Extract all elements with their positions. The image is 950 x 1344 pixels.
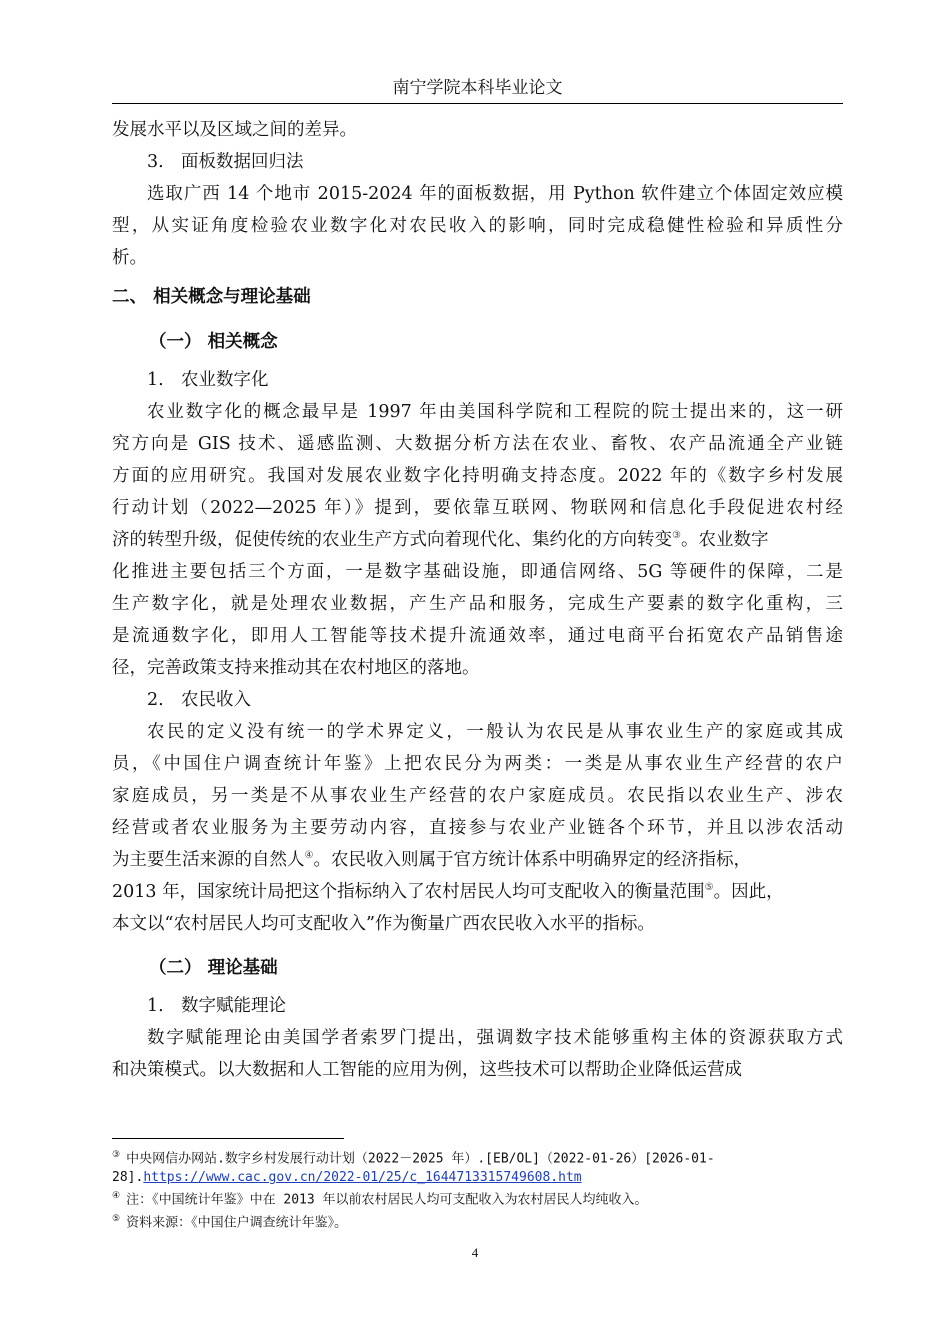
paragraph-line: 径，完善政策支持来推动其在农村地区的落地。 [112,658,480,678]
paragraph-line: 行动计划（2022—2025 年）》提到，要依靠互联网、物联网和信息化手段促进农村经 [112,498,843,518]
footnote-text: 注：《中国统计年鉴》中在 2013 年以前农村居民人均可支配收入为农村居民人均纯收入。 [126,1192,648,1208]
paragraph-line: 和决策模式。以大数据和人工智能的应用为例，这些技术可以帮助企业降低运营成 [112,1060,742,1080]
paragraph-line [112,876,843,908]
text-run: 。因此， [713,882,784,902]
list-number: 1. [147,996,164,1016]
paragraph-line: 方面的应用研究。我国对发展农业数字化持明确支持态度。2022 年的《数字乡村发展 [112,466,843,486]
paragraph-line: 经营或者农业服务为主要劳动内容，直接参与农业产业链各个环节，并且以涉农活动 [112,818,843,838]
paragraph-line: 生产数字化，就是处理农业数据，产生产品和服务，完成生产要素的数字化重构，三 [112,594,843,614]
document-body [112,114,843,1086]
paragraph-line: 析。 [112,248,147,268]
list-number: 1. [147,370,164,390]
text-run: 2013 年，国家统计局把这个指标纳入了农村居民人均可支配收入的衡量范围 [112,882,705,902]
paragraph-line: 究方向是 GIS 技术、遥感监测、大数据分析方法在农业、畜牧、农产品流通全产业链 [112,434,843,454]
footnote-text: 28]. [112,1170,144,1186]
list-label: 农业数字化 [181,370,269,390]
paragraph-line: 型，从实证角度检验农业数字化对农民收入的影响，同时完成稳健性检验和异质性分 [112,216,843,236]
paragraph-line: 农业数字化的概念最早是 1997 年由美国科学院和工程院的院士提出来的，这一研 [147,402,843,422]
text-run: 为主要生活来源的自然人 [112,850,305,870]
paragraph-line: 农民的定义没有统一的学术界定义，一般认为农民是从事农业生产的家庭或其成 [147,722,843,742]
footnote-link[interactable]: https://www.cac.gov.cn/2022-01/25/c_1644713315749608.htm [143,1170,582,1186]
footnote-ref[interactable]: ④ [304,850,314,862]
text-run: 。农民收入则属于官方统计体系中明确界定的经济指标， [313,850,751,870]
paragraph-line: 发展水平以及区域之间的差异。 [112,120,357,140]
footnote-separator [112,1138,344,1139]
paragraph-line: 员，《中国住户调查统计年鉴》上把农民分为两类：一类是从事农业生产经营的农户 [112,754,843,774]
footnotes [112,1146,843,1232]
footnote-mark: ③ [112,1150,121,1160]
paragraph-line: 本文以“农村居民人均可支配收入”作为衡量广西农民收入水平的指标。 [112,914,655,934]
list-label: 面板数据回归法 [181,152,304,172]
subsection-heading: （一） 相关概念 [149,332,278,352]
list-label: 农民收入 [181,690,251,710]
paragraph-line [112,844,843,876]
footnote-3 [112,1146,843,1168]
footnote-ref[interactable]: ③ [672,530,681,542]
section-heading: 二、 相关概念与理论基础 [112,287,311,307]
page-number: 4 [471,1245,479,1260]
paragraph-line [112,524,843,556]
footnote-3-continued [112,1168,843,1187]
concept-heading-2 [112,684,843,716]
theory-heading-1 [112,990,843,1022]
list-number: 3. [147,152,164,172]
paragraph-line: 选取广西 14 个地市 2015-2024 年的面板数据，用 Python 软件建立个体固定效应模 [147,184,843,204]
header-title: 南宁学院本科毕业论文 [392,78,563,98]
paragraph-line: 数字赋能理论由美国学者索罗门提出，强调数字技术能够重构主体的资源获取方式 [147,1028,843,1048]
concept-heading-1 [112,364,843,396]
text-run: 济的转型升级，促使传统的农业生产方式向着现代化、集约化的方向转变 [112,530,672,550]
footnote-ref[interactable]: ⑤ [704,882,714,894]
list-number: 2. [147,690,164,710]
paragraph-line: 家庭成员，另一类是不从事农业生产经营的农户家庭成员。农民指以农业生产、涉农 [112,786,843,806]
method-heading-3 [112,146,843,178]
footnote-mark: ④ [112,1191,121,1202]
footnote-text: 中央网信办网站.数字乡村发展行动计划（2022－2025 年）.[EB/OL]（2022-01-26）[2026-01- [126,1151,715,1167]
paragraph-line: 是流通数字化，即用人工智能等技术提升流通效率，通过电商平台拓宽农产品销售途 [112,626,843,646]
list-label: 数字赋能理论 [181,996,286,1016]
subsection-heading: （二） 理论基础 [149,958,278,978]
footnote-5 [112,1210,843,1232]
footnote-mark: ⑤ [112,1213,121,1224]
footnote-text: 资料来源：《中国住户调查统计年鉴》。 [126,1214,348,1230]
page-header [112,76,843,104]
paragraph-line: 化推进主要包括三个方面，一是数字基础设施，即通信网络、5G 等硬件的保障，二是 [112,562,843,582]
text-run: 。农业数字 [680,530,769,550]
footnote-4 [112,1187,843,1209]
